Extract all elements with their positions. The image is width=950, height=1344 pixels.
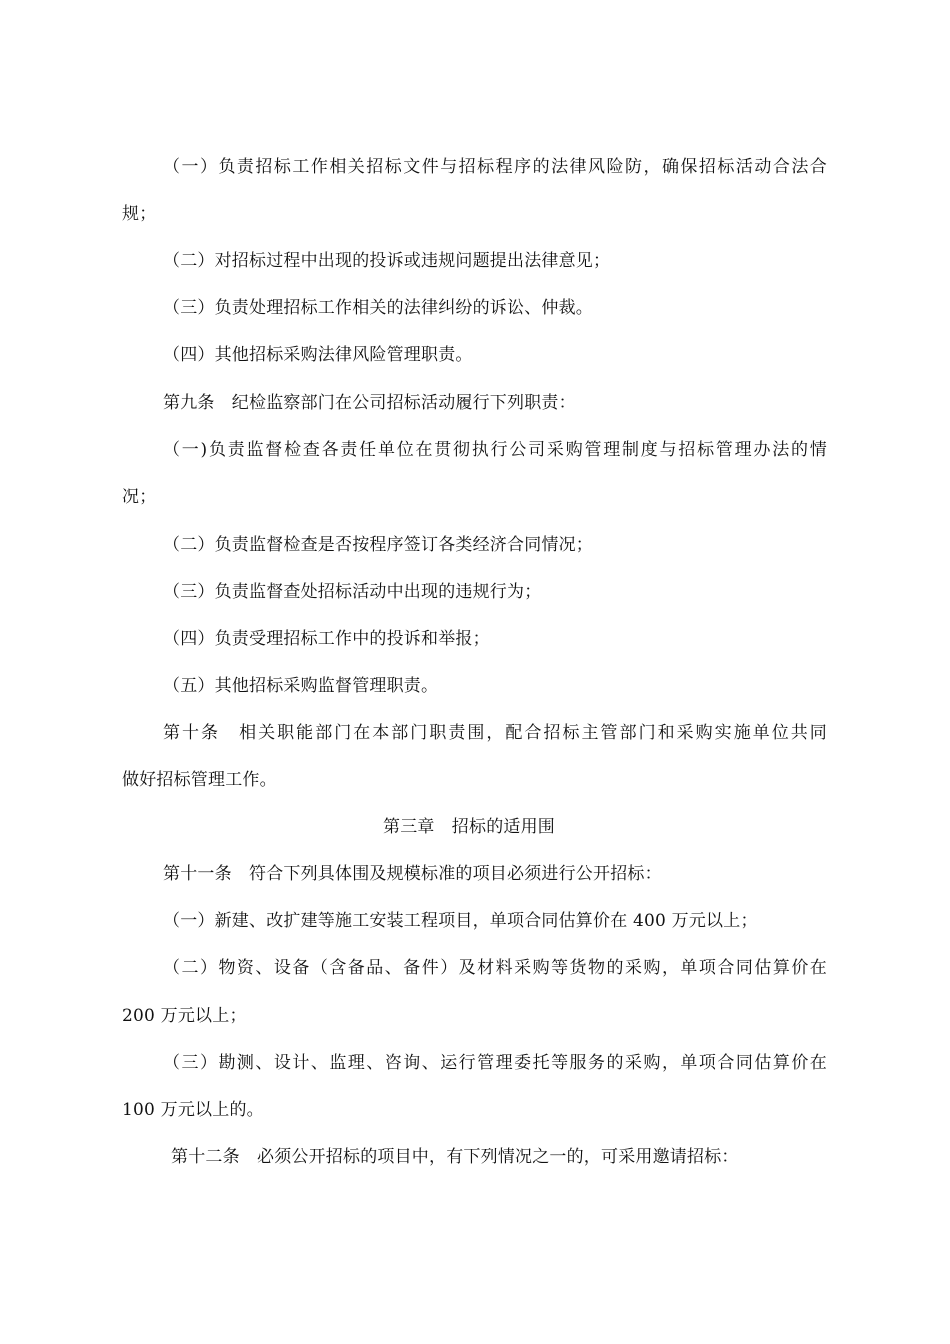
paragraph-line: （三）负责处理招标工作相关的法律纠纷的诉讼、仲裁。 xyxy=(163,298,593,318)
paragraph-line: （四）负责受理招标工作中的投诉和举报； xyxy=(163,629,490,649)
paragraph-line: （三）勘测、设计、监理、咨询、运行管理委托等服务的采购，单项合同估算价在 xyxy=(163,1053,827,1073)
paragraph-line: （二）负责监督检查是否按程序签订各类经济合同情况； xyxy=(163,535,593,555)
article-heading: 第十一条 符合下列具体围及规模标准的项目必须进行公开招标： xyxy=(163,864,662,884)
paragraph-line: （三）负责监督查处招标活动中出现的违规行为； xyxy=(163,582,542,602)
paragraph-line: 100 万元以上的。 xyxy=(122,1100,264,1120)
paragraph-line: （二）对招标过程中出现的投诉或违规问题提出法律意见； xyxy=(163,251,611,271)
paragraph-line: 况； xyxy=(122,487,157,507)
paragraph-line: （四）其他招标采购法律风险管理职责。 xyxy=(163,345,473,365)
chapter-title: 第三章 招标的适用围 xyxy=(383,817,555,837)
article-heading: 第十二条 必须公开招标的项目中，有下列情况之一的，可采用邀请招标： xyxy=(171,1147,739,1167)
paragraph-line: （一）负责招标工作相关招标文件与招标程序的法律风险防，确保招标活动合法合 xyxy=(163,157,827,177)
paragraph-line: （二）物资、设备（含备品、备件）及材料采购等货物的采购，单项合同估算价在 xyxy=(163,958,827,978)
paragraph-line: （一）新建、改扩建等施工安装工程项目，单项合同估算价在 400 万元以上； xyxy=(163,911,758,931)
paragraph-line: 规； xyxy=(122,204,157,224)
article-heading: 第十条 相关职能部门在本部门职责围，配合招标主管部门和采购实施单位共同 xyxy=(163,723,827,743)
paragraph-line: （五）其他招标采购监督管理职责。 xyxy=(163,676,439,696)
article-heading: 第九条 纪检监察部门在公司招标活动履行下列职责： xyxy=(163,393,576,413)
paragraph-line: 200 万元以上； xyxy=(122,1006,247,1026)
paragraph-line: 做好招标管理工作。 xyxy=(122,770,277,790)
paragraph-line: （一)负责监督检查各责任单位在贯彻执行公司采购管理制度与招标管理办法的情 xyxy=(163,440,827,460)
